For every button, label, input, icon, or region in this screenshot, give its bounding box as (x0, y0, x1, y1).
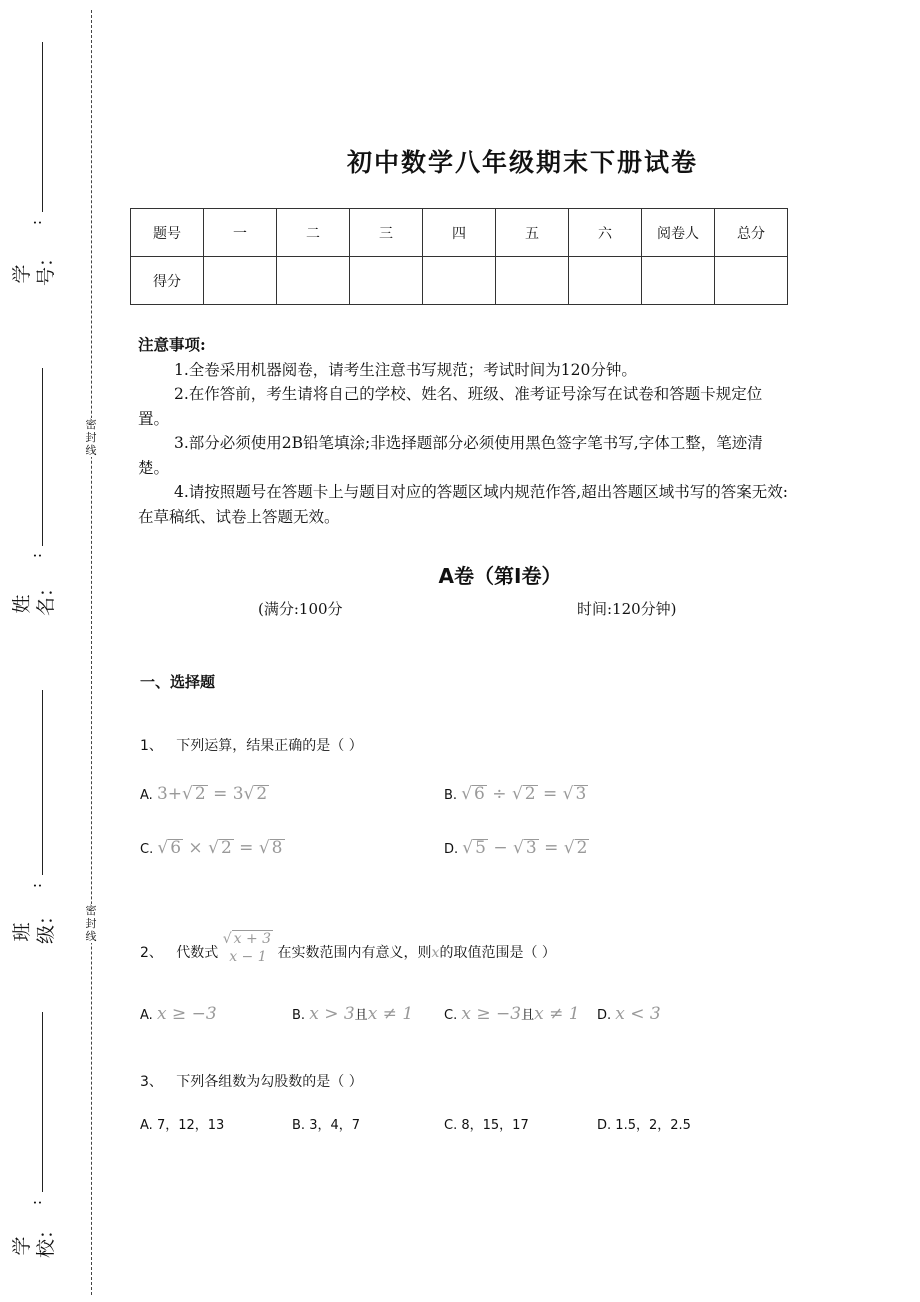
option-expr: x ≥ −3 (156, 1004, 217, 1024)
name-line (42, 368, 43, 546)
name-colon: : (26, 552, 46, 559)
header-cell: 阅卷人 (642, 209, 715, 257)
q2-option-a[interactable] (140, 1004, 217, 1024)
score-cell[interactable] (277, 257, 350, 305)
question-1 (140, 735, 363, 755)
q2-option-c[interactable] (444, 1004, 580, 1024)
option-expr: √ 6 × √ 2 = √ 8 (157, 838, 283, 858)
exam-time: 时间:120分钟) (577, 600, 677, 618)
q3-option-a[interactable] (140, 1114, 224, 1133)
option-text: 8，15，17 (461, 1118, 529, 1133)
question-stem: 下列运算，结果正确的是（ ） (176, 738, 363, 754)
option-label: B. (292, 1008, 306, 1023)
option-text: 3，4，7 (309, 1118, 361, 1133)
header-cell: 题号 (131, 209, 204, 257)
score-cell[interactable] (569, 257, 642, 305)
q3-option-b[interactable] (292, 1114, 360, 1133)
q1-option-a[interactable] (140, 784, 269, 804)
question-number: 2、 (140, 945, 163, 961)
score-cell[interactable] (642, 257, 715, 305)
class-label: 班级： (11, 905, 57, 944)
score-row-label: 得分 (131, 257, 204, 305)
header-cell: 四 (423, 209, 496, 257)
fraction-expr: √ x + 3 x − 1 (222, 931, 272, 965)
school-colon: : (26, 1199, 46, 1206)
option-expr-2: x ≠ 1 (534, 1004, 580, 1024)
student-id-label: 学号： (11, 247, 57, 286)
school-label: 学校： (11, 1219, 57, 1258)
question-stem-suffix: 在实数范围内有意义，则x的取值范围是（ ） (277, 945, 556, 961)
header-cell: 总分 (715, 209, 788, 257)
student-id-colon: : (26, 219, 46, 226)
score-table-score-row (131, 257, 788, 305)
q2-option-d[interactable] (597, 1004, 661, 1024)
option-text: 1.5，2，2.5 (615, 1118, 691, 1133)
option-label: C. (140, 842, 154, 857)
question-number: 3、 (140, 1074, 163, 1090)
question-3 (140, 1071, 363, 1091)
option-label: D. (597, 1008, 612, 1023)
option-label: D. (444, 842, 459, 857)
seal-text-upper: 密封线 (85, 418, 97, 457)
paper-title: A卷（第I卷） (438, 564, 562, 588)
class-colon: : (26, 882, 46, 889)
score-cell[interactable] (350, 257, 423, 305)
q3-option-d[interactable] (597, 1114, 691, 1133)
option-and: 且 (521, 1008, 535, 1023)
option-expr: x > 3 (309, 1004, 355, 1024)
exam-notes (138, 333, 788, 529)
note-item: 1.全卷采用机器阅卷，请考生注意书写规范；考试时间为120分钟。 (174, 360, 637, 379)
question-2 (140, 930, 556, 966)
option-label: C. (444, 1118, 458, 1133)
option-text: 7，12，13 (156, 1118, 225, 1133)
question-stem-prefix: 代数式 (176, 945, 219, 961)
header-cell: 一 (204, 209, 277, 257)
option-label: A. (140, 788, 153, 803)
seal-text-lower: 密封线 (85, 904, 97, 943)
option-expr: √ 6 ÷ √ 2 = √ 3 (461, 784, 587, 804)
option-label: C. (444, 1008, 458, 1023)
header-cell: 三 (350, 209, 423, 257)
q2-option-b[interactable] (292, 1004, 413, 1024)
option-expr: x < 3 (615, 1004, 661, 1024)
notes-heading: 注意事项: (138, 335, 206, 354)
option-label: A. (140, 1008, 153, 1023)
full-score: (满分:100分 (258, 600, 343, 618)
option-and: 且 (354, 1008, 368, 1023)
score-cell[interactable] (423, 257, 496, 305)
q1-option-c[interactable] (140, 838, 285, 858)
header-cell: 二 (277, 209, 350, 257)
q3-option-c[interactable] (444, 1114, 529, 1133)
section-heading: 一、选择题 (140, 673, 216, 691)
header-cell: 六 (569, 209, 642, 257)
class-line (42, 690, 43, 875)
option-expr: √ 5 − √ 3 = √ 2 (462, 838, 588, 858)
option-label: A. (140, 1118, 153, 1133)
exam-title: 初中数学八年级期末下册试卷 (346, 148, 698, 177)
seal-dashed-line (91, 10, 92, 1295)
option-expr: x ≥ −3 (461, 1004, 522, 1024)
option-label: B. (292, 1118, 306, 1133)
header-cell: 五 (496, 209, 569, 257)
option-label: B. (444, 788, 458, 803)
q1-option-d[interactable] (444, 838, 589, 858)
option-expr: 3+√ 2 = 3√ 2 (156, 784, 268, 804)
question-number: 1、 (140, 738, 163, 754)
score-table (130, 208, 788, 305)
student-id-line (42, 42, 43, 212)
option-expr-2: x ≠ 1 (367, 1004, 414, 1024)
score-table-header-row (131, 209, 788, 257)
option-label: D. (597, 1118, 612, 1133)
score-cell[interactable] (204, 257, 277, 305)
score-cell[interactable] (715, 257, 788, 305)
name-label: 姓名： (11, 577, 57, 616)
school-line (42, 1012, 43, 1192)
question-stem: 下列各组数为勾股数的是（ ） (176, 1074, 363, 1090)
note-item: 2.在作答前，考生请将自己的学校、姓名、班级、准考证号涂写在试卷和答题卡规定位置。 (138, 385, 763, 428)
score-cell[interactable] (496, 257, 569, 305)
note-item: 3.部分必须使用2B铅笔填涂;非选择题部分必须使用黑色签字笔书写,字体工整，笔迹清楚。 (138, 434, 763, 477)
q1-option-b[interactable] (444, 784, 588, 804)
note-item: 4.请按照题号在答题卡上与题目对应的答题区域内规范作答,超出答题区域书写的答案无效:在草稿纸、试卷上答题无效。 (138, 483, 788, 526)
